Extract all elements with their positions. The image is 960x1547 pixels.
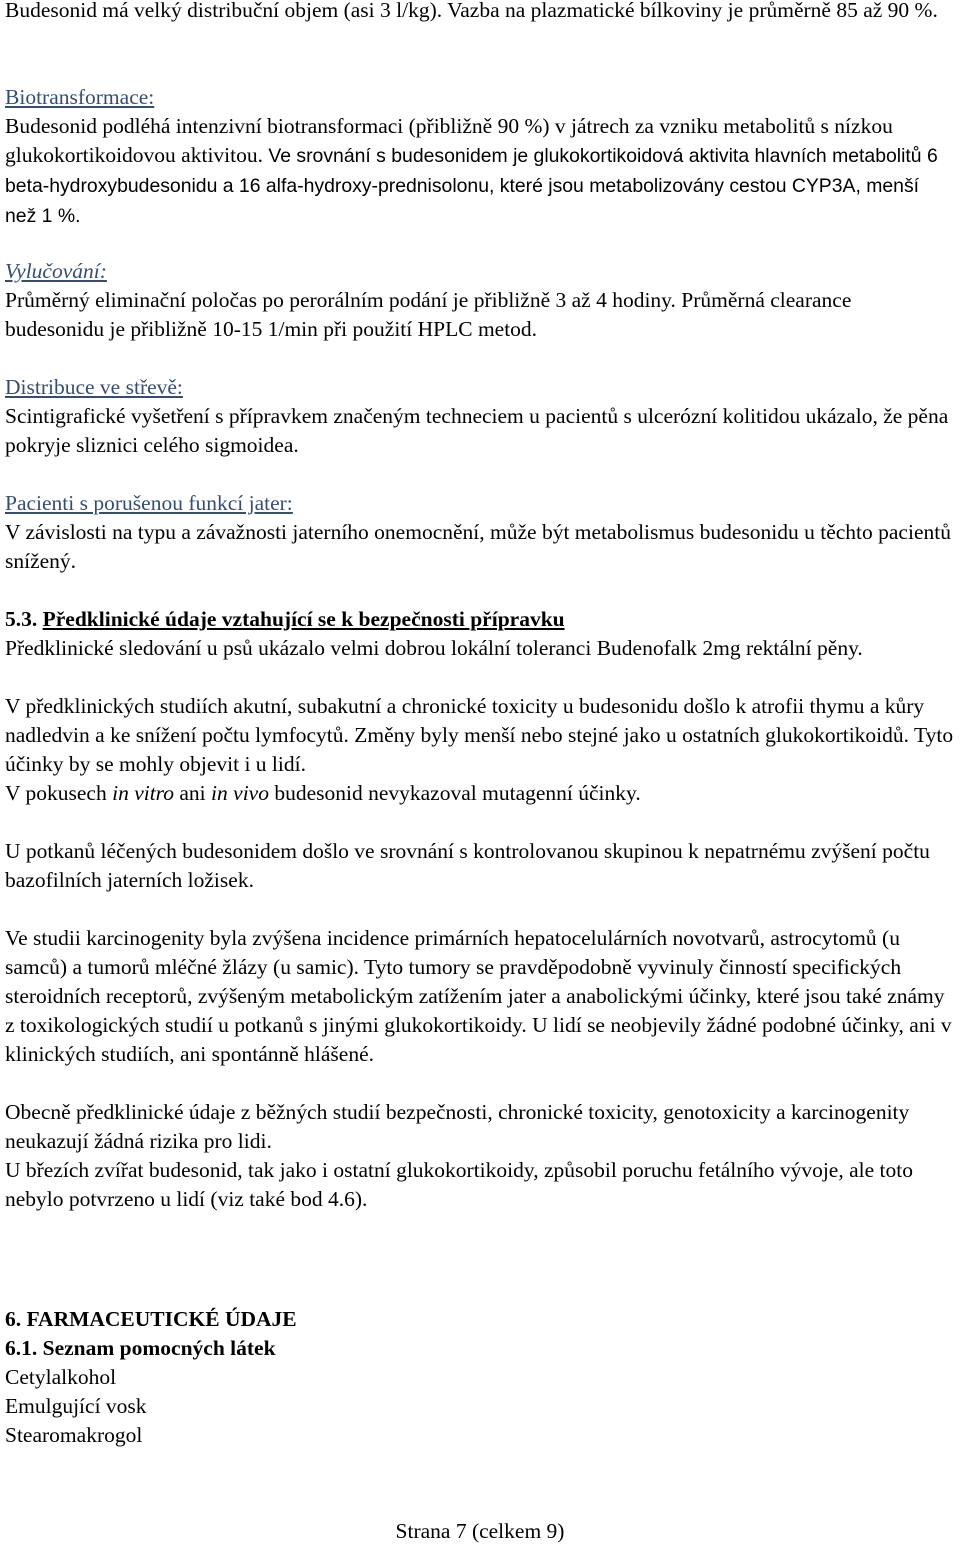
- section-5-3-heading: [5, 605, 955, 634]
- section-6-1-title: 6.1. Seznam pomocných látek: [5, 1336, 276, 1360]
- section-5-3-title: Předklinické údaje vztahující se k bezpečnosti přípravku: [42, 607, 565, 631]
- excretion-heading: Vylučování:: [5, 259, 107, 283]
- excretion-section: [5, 257, 955, 344]
- excipient-item: Emulgující vosk: [5, 1394, 147, 1418]
- hepatic-patients-text: V závislosti na typu a závažnosti jaterního onemocnění, může být metabolismus budesonidu u těchto pacientů snížený.: [5, 520, 951, 573]
- section-6-title: 6. FARMACEUTICKÉ ÚDAJE: [5, 1307, 297, 1331]
- section-6: [5, 1305, 955, 1450]
- preclinical-p5: Ve studii karcinogenity byla zvýšena incidence primárních hepatocelulárních novotvarů, astrocytomů (u samců) a tumorů mléčné žlázy (u samic). Tyto tumory se pravděpodobně vyvinuly činností specifických steroidních receptorů, zvýšeným metabolickým zatížením jater a anabolickými účinky, které jsou také známy z toxikologických studií u potkanů s jinými glukokortikoidy. U lidí se neobjevily žádné podobné účinky, ani v klinických studiích, ani spontánně hlášené.: [5, 926, 952, 1066]
- hepatic-patients-heading: Pacienti s porušenou funkcí jater:: [5, 491, 293, 515]
- preclinical-p4: U potkanů léčených budesonidem došlo ve srovnání s kontrolovanou skupinou k nepatrnému zvýšení počtu bazofilních jaterních ložisek.: [5, 839, 930, 892]
- gut-distribution-heading: Distribuce ve střevě:: [5, 375, 183, 399]
- preclinical-p7: U březích zvířat budesonid, tak jako i ostatní glukokortikoidy, způsobil poruchu fetálního vývoje, ale toto nebylo potvrzeno u lidí (viz také bod 4.6).: [5, 1158, 913, 1211]
- biotransformation-heading: Biotransformace:: [5, 85, 155, 109]
- section-5-3: [5, 605, 955, 1214]
- biotransformation-text: Budesonid podléhá intenzivní biotransformaci (přibližně 90 %) v játrech za vzniku metabolitů s nízkou glukokortikoidovou aktivitou. Ve srovnání s budesonidem je glukokortikoidová aktivita hlavních metabolitů 6 beta-hydroxybudesonidu a 16 alfa-hydroxy-prednisolonu, které jsou metabolizovány cestou CYP3A, menší než 1 %.: [5, 114, 938, 227]
- distribution-paragraph: Budesonid má velký distribuční objem (asi 3 l/kg). Vazba na plazmatické bílkoviny je průměrně 85 až 90 %.: [5, 0, 938, 22]
- gut-distribution-text: Scintigrafické vyšetření s přípravkem značeným techneciem u pacientů s ulcerózní kolitidou ukázalo, že pěna pokryje sliznici celého sigmoidea.: [5, 404, 949, 457]
- preclinical-p2: V předklinických studiích akutní, subakutní a chronické toxicity u budesonidu došlo k atrofii thymu a kůry nadledvin a ke snížení počtu lymfocytů. Změny byly menší nebo stejné jako u ostatních glukokortikoidů. Tyto účinky by se mohly objevit i u lidí.: [5, 694, 954, 776]
- hepatic-patients-section: [5, 489, 955, 576]
- page-footer: Strana 7 (celkem 9): [395, 1519, 565, 1543]
- preclinical-p1: Předklinické sledování u psů ukázalo velmi dobrou lokální toleranci Budenofalk 2mg rektální pěny.: [5, 636, 863, 660]
- excipient-item: Stearomakrogol: [5, 1423, 143, 1447]
- section-5-3-number: 5.3.: [5, 607, 38, 631]
- excipient-item: Cetylalkohol: [5, 1365, 117, 1389]
- preclinical-p3: V pokusech in vitro ani in vivo budesonid nevykazoval mutagenní účinky.: [5, 781, 641, 805]
- biotransformation-section: [5, 83, 955, 231]
- excretion-text: Průměrný eliminační poločas po perorálním podání je přibližně 3 až 4 hodiny. Průměrná clearance budesonidu je přibližně 10-15 1/min při použití HPLC metod.: [5, 288, 852, 341]
- preclinical-p6: Obecně předklinické údaje z běžných studií bezpečnosti, chronické toxicity, genotoxicity a karcinogenity neukazují žádná rizika pro lidi.: [5, 1100, 910, 1153]
- gut-distribution-section: [5, 373, 955, 460]
